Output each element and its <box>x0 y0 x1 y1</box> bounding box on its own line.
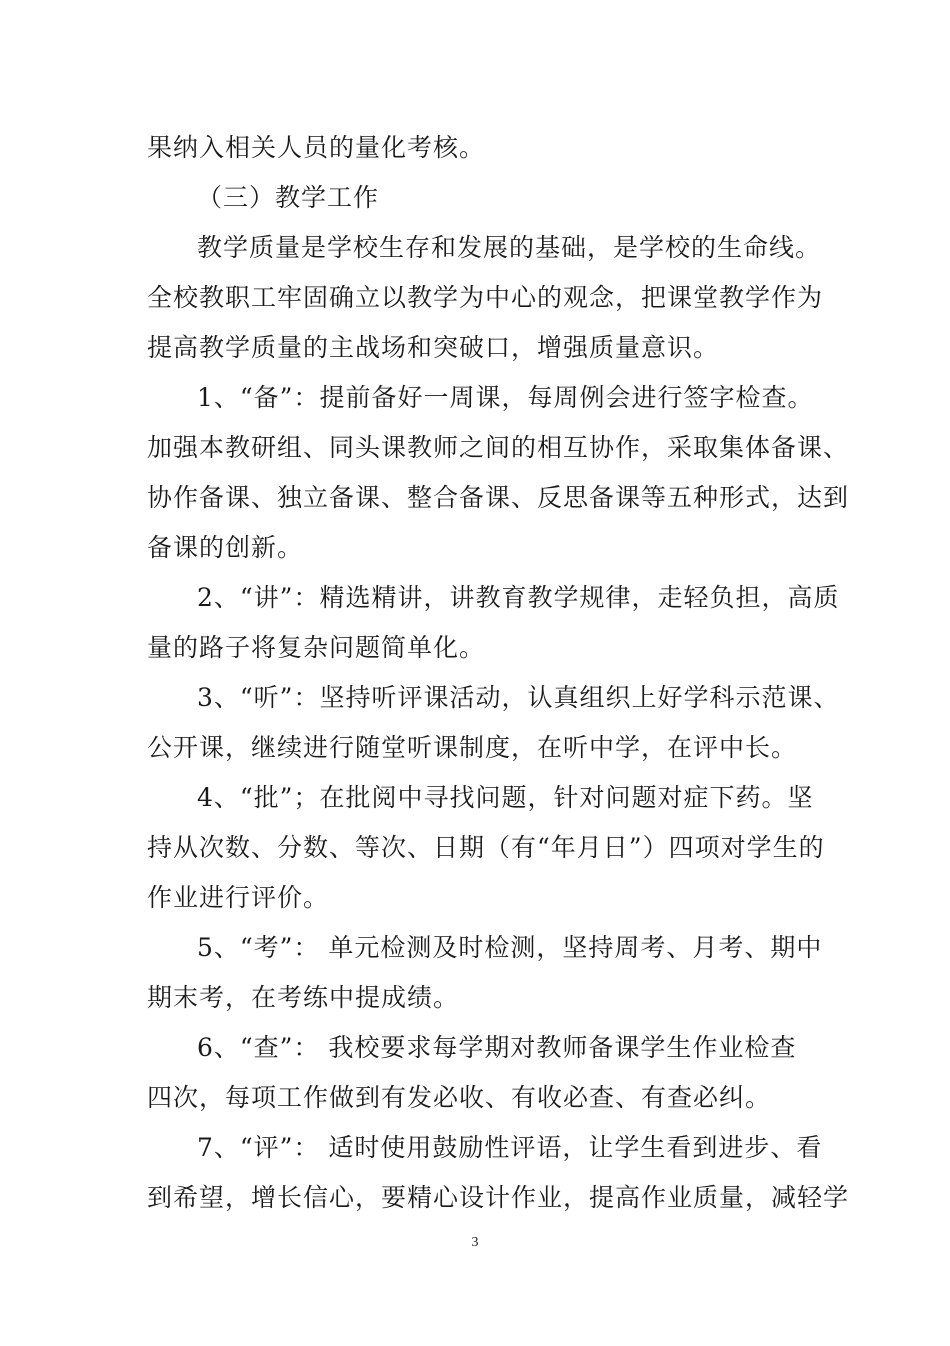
page-number: 3 <box>471 1235 479 1250</box>
text-line: 期末考，在考练中提成绩。 <box>147 983 460 1012</box>
text-line: 加强本教研组、同头课教师之间的相互协作，采取集体备课、 <box>147 433 850 462</box>
text-line: 2、“讲”：精选精讲，讲教育教学规律，走轻负担，高质 <box>197 583 840 612</box>
text-line: 7、“评”： 适时使用鼓励性评语，让学生看到进步、看 <box>197 1133 823 1162</box>
text-line: 4、“批”；在批阅中寻找问题，针对问题对症下药。坚 <box>197 783 814 812</box>
text-line: 作业进行评价。 <box>147 883 330 912</box>
text-line: 果纳入相关人员的量化考核。 <box>147 133 486 162</box>
text-line: 5、“考”： 单元检测及时检测，坚持周考、月考、期中 <box>197 933 823 962</box>
text-line: 到希望，增长信心，要精心设计作业，提高作业质量，减轻学 <box>147 1183 850 1212</box>
text-line: 协作备课、独立备课、整合备课、反思备课等五种形式，达到 <box>147 483 850 512</box>
text-line: 量的路子将复杂问题简单化。 <box>147 633 486 662</box>
text-line: 6、“查”： 我校要求每学期对教师备课学生作业检查 <box>197 1033 797 1062</box>
text-line: 提高教学质量的主战场和突破口，增强质量意识。 <box>147 333 720 362</box>
section-heading: （三）教学工作 <box>197 183 380 212</box>
text-line: 3、“听”：坚持听评课活动，认真组织上好学科示范课、 <box>197 683 840 712</box>
text-line: 公开课，继续进行随堂听课制度，在听中学，在评中长。 <box>147 733 798 762</box>
text-line: 备课的创新。 <box>147 533 304 562</box>
text-line: 教学质量是学校生存和发展的基础，是学校的生命线。 <box>197 233 822 262</box>
text-line: 持从次数、分数、等次、日期（有“年月日”）四项对学生的 <box>147 833 825 862</box>
text-line: 1、“备”：提前备好一周课，每周例会进行签字检查。 <box>197 383 814 412</box>
text-line: 全校教职工牢固确立以教学为中心的观念，把课堂教学作为 <box>147 283 824 312</box>
text-line: 四次，每项工作做到有发必收、有收必查、有查必纠。 <box>147 1083 772 1112</box>
